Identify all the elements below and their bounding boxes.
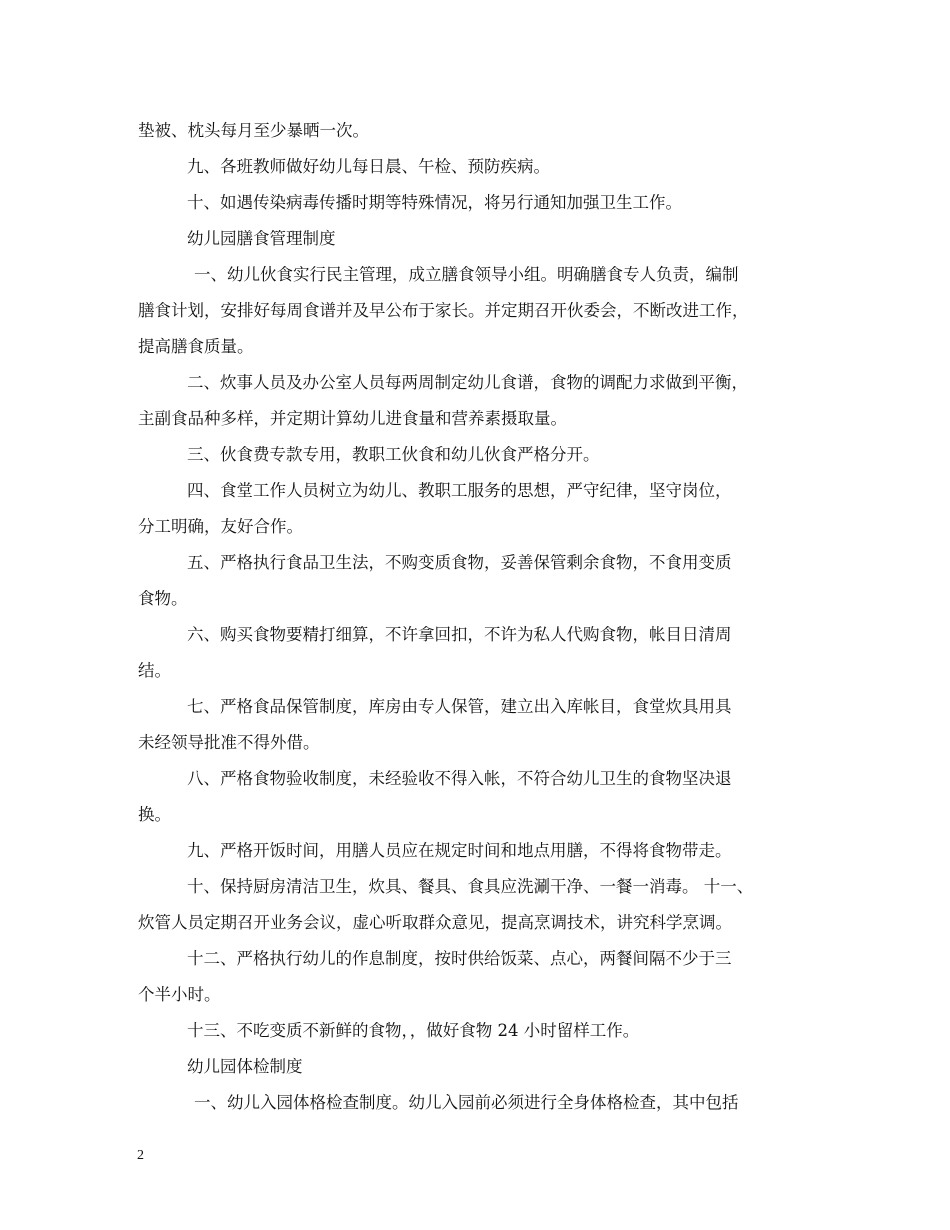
text-line: 分工明确，友好合作。	[138, 517, 303, 536]
text-line: 十、保持厨房清洁卫生，炊具、餐具、食具应洗涮干净、一餐一消毒。 十一、	[187, 877, 754, 896]
text-line: 八、严格食物验收制度，未经验收不得入帐，不符合幼儿卫生的食物坚决退	[187, 769, 732, 788]
text-line: 三、伙食费专款专用，教职工伙食和幼儿伙食严格分开。	[187, 445, 600, 464]
body-text	[138, 113, 828, 1121]
text-line: 结。	[138, 661, 171, 680]
text-line: 五、严格执行食品卫生法，不购变质食物，妥善保管剩余食物，不食用变质	[187, 553, 732, 572]
text-line: 七、严格食品保管制度，库房由专人保管，建立出入库帐目，食堂炊具用具	[187, 697, 732, 716]
text-line: 膳食计划，安排好每周食谱并及早公布于家长。并定期召开伙委会，不断改进工作，	[138, 301, 749, 320]
text-line: 一、幼儿伙食实行民主管理，成立膳食领导小组。明确膳食专人负责，编制	[194, 265, 739, 284]
section-heading: 幼儿园体检制度	[187, 1057, 303, 1076]
text-line: 垫被、枕头每月至少暴晒一次。	[138, 121, 369, 140]
text-line: 未经领导批准不得外借。	[138, 733, 320, 752]
text-line: 一、幼儿入园体格检查制度。幼儿入园前必须进行全身体格检查，其中包括	[194, 1093, 739, 1112]
text-line: 主副食品种多样，并定期计算幼儿进食量和营养素摄取量。	[138, 409, 567, 428]
text-line: 炊管人员定期召开业务会议，虚心听取群众意见，提高烹调技术，讲究科学烹调。	[138, 913, 732, 932]
text-line: 提高膳食质量。	[138, 337, 254, 356]
text-line: 换。	[138, 805, 171, 824]
text-line: 九、各班教师做好幼儿每日晨、午检、预防疾病。	[187, 157, 550, 176]
text-line: 九、严格开饭时间，用膳人员应在规定时间和地点用膳，不得将食物带走。	[187, 841, 732, 860]
text-line: 十、如遇传染病毒传播时期等特殊情况，将另行通知加强卫生工作。	[187, 193, 682, 212]
text-line: 食物。	[138, 589, 188, 608]
text-line: 二、炊事人员及办公室人员每两周制定幼儿食谱，食物的调配力求做到平衡，	[187, 373, 748, 392]
text-line: 十二、严格执行幼儿的作息制度，按时供给饭菜、点心，两餐间隔不少于三	[187, 949, 732, 968]
text-line: 十三、不吃变质不新鲜的食物，，做好食物 24 小时留样工作。	[187, 1021, 640, 1040]
page-number: 2	[137, 1148, 144, 1163]
text-line: 六、购买食物要精打细算，不许拿回扣，不许为私人代购食物，帐目日清周	[187, 625, 732, 644]
text-line: 个半小时。	[138, 985, 221, 1004]
section-heading: 幼儿园膳食管理制度	[187, 229, 336, 248]
text-line: 四、食堂工作人员树立为幼儿、教职工服务的思想，严守纪律，坚守岗位，	[187, 481, 732, 500]
